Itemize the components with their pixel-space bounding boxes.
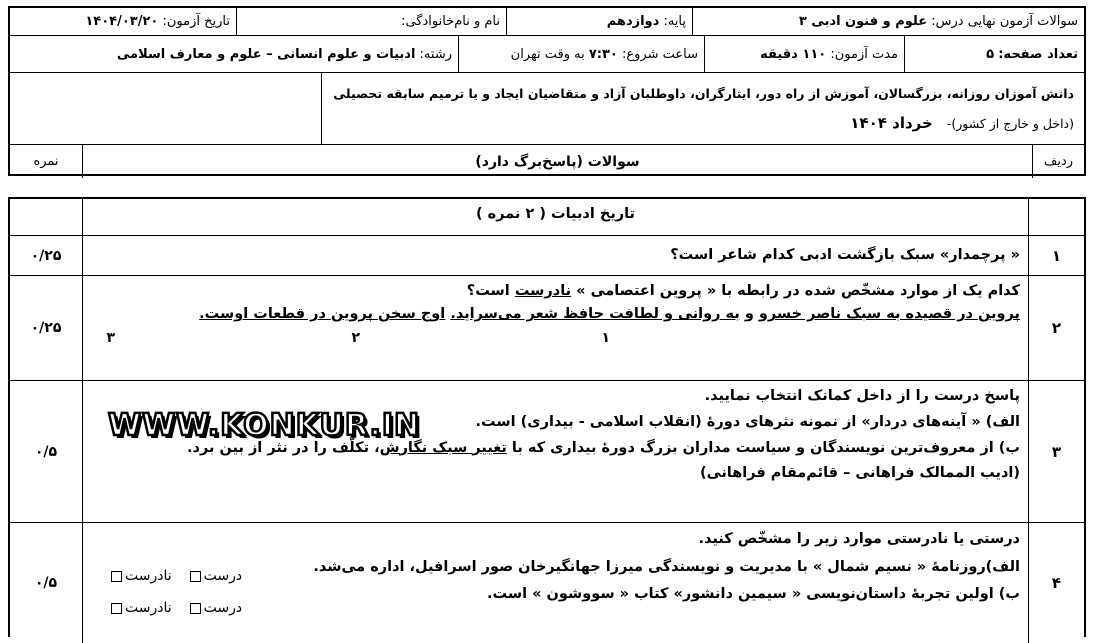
session-text: خرداد ۱۴۰۴ xyxy=(850,113,933,132)
option-2: به روانی و لطافت حافظ شعر می‌سراید. xyxy=(450,306,740,323)
date-cell xyxy=(10,8,236,35)
part-b-text: ب) از معروف‌ترین نویسندگان و سیاست مداران بزرگ دورهٔ بیداری که با xyxy=(506,439,1020,456)
false-checkbox-a[interactable] xyxy=(111,571,122,582)
false-option-b[interactable] xyxy=(111,595,172,622)
question-options xyxy=(91,303,1020,326)
question-row-1 xyxy=(10,236,1084,276)
field-cell xyxy=(10,36,458,72)
grade-value: دوازدهم xyxy=(606,14,660,29)
true-option-b[interactable] xyxy=(190,595,242,622)
question-row-4 xyxy=(10,523,1084,643)
question-part-a: الف)روزنامهٔ « نسیم شمال » با مدیریت و نویسندگی میرزا جهانگیرخان صور اسرافیل، اداره می‌شد. xyxy=(313,558,1020,575)
question-row-2 xyxy=(10,276,1084,381)
name-label: نام و نام‌خانوادگی: xyxy=(401,14,500,29)
section-row xyxy=(10,199,1084,236)
true-checkbox-a[interactable] xyxy=(190,571,201,582)
date-label: تاریخ آزمون: xyxy=(162,14,230,29)
pages-value: ۵ xyxy=(986,46,995,62)
true-option-a[interactable] xyxy=(190,563,242,590)
question-text-emphasis: نادرست xyxy=(514,283,572,299)
field-label: رشته: xyxy=(419,46,452,62)
false-checkbox-b[interactable] xyxy=(111,603,122,614)
session-line xyxy=(850,114,1074,132)
section-num-cell xyxy=(1029,199,1084,235)
pages-cell xyxy=(904,36,1084,72)
header-row-2 xyxy=(10,36,1084,73)
start-label: ساعت شروع: xyxy=(622,46,698,62)
question-body xyxy=(82,276,1029,380)
option-joint: و xyxy=(739,306,759,323)
pages-label: تعداد صفحه: xyxy=(998,46,1078,62)
question-text-part: است؟ xyxy=(466,283,515,299)
true-false-b xyxy=(111,595,242,622)
part-b-choices: (ادیب الممالک فراهانی – قائم‌مقام فراهانی) xyxy=(700,465,1020,482)
col-row-header xyxy=(1032,145,1084,178)
col-questions-label: سوالات (پاسخ‌برگ دارد) xyxy=(475,153,640,170)
watermark-logo: WWW.KONKUR.IN xyxy=(108,408,421,443)
name-cell xyxy=(236,8,506,35)
option-1: پروین در قصیده به سبک ناصر خسرو xyxy=(758,306,1020,323)
question-text-part: کدام یک از موارد مشخّص شده در رابطه با « پروین اعتصامی » xyxy=(571,283,1020,299)
question-number: ۳ xyxy=(1051,442,1062,461)
option-number-2: ۲ xyxy=(351,329,360,346)
exam-title-cell xyxy=(692,8,1084,35)
grade-label: پایه: xyxy=(663,14,686,29)
start-suffix: به وقت تهران xyxy=(510,46,585,62)
question-score: ۰/۲۵ xyxy=(30,247,62,264)
question-text: « پرچمدار» سبک بازگشت ادبی کدام شاعر است؟ xyxy=(670,246,1020,263)
true-false-a xyxy=(111,563,242,590)
logo-blank-cell xyxy=(10,73,322,144)
question-score: ۰/۲۵ xyxy=(30,320,62,336)
duration-label: مدت آزمون: xyxy=(830,46,898,62)
question-number: ۱ xyxy=(1051,246,1062,265)
false-label: نادرست xyxy=(125,568,172,584)
question-number: ۴ xyxy=(1051,574,1062,592)
date-value: ۱۴۰۴/۰۳/۲۰ xyxy=(85,14,159,29)
col-row-label: ردیف xyxy=(1043,154,1074,169)
header-row-3 xyxy=(10,73,1084,145)
question-score: ۰/۵ xyxy=(34,575,58,591)
participants-text: دانش آموزان روزانه، بزرگسالان، آموزش از راه دور، ایثارگران، داوطلبان آزاد و متقاضیان ایجاد و یا ترمیم سابقه تحصیلی xyxy=(333,85,1074,101)
question-instruction: درستی یا نادرستی موارد زیر را مشخّص کنید. xyxy=(698,531,1020,547)
header-row-4 xyxy=(10,145,1084,178)
header-row-1 xyxy=(10,8,1084,36)
part-b-emphasis: تغییر سبک نگارش xyxy=(379,439,507,456)
exam-title-value: علوم و فنون ادبی ۳ xyxy=(798,14,928,29)
option-number-3: ۳ xyxy=(106,329,115,346)
false-option-a[interactable] xyxy=(111,563,172,590)
section-title xyxy=(82,199,1029,235)
question-number: ۲ xyxy=(1051,319,1062,337)
option-number-1: ۱ xyxy=(601,329,610,346)
part-b-text: ، تکلّف را در نثر از بین برد. xyxy=(187,439,380,456)
start-value: ۷:۳۰ xyxy=(588,46,618,62)
true-label: درست xyxy=(203,568,243,584)
question-body xyxy=(82,523,1029,643)
exam-title-label: سوالات آزمون نهایی درس: xyxy=(931,14,1078,29)
field-value: ادبیات و علوم انسانی – علوم و معارف اسلامی xyxy=(116,46,416,62)
location-text: (داخل و خارج از کشور)- xyxy=(946,115,1074,131)
participants-cell xyxy=(322,73,1084,144)
option-numbers xyxy=(91,327,1020,349)
question-row-3 xyxy=(10,381,1084,523)
grade-cell xyxy=(506,8,692,35)
col-score-header xyxy=(10,145,82,178)
question-text xyxy=(91,280,1020,303)
question-body xyxy=(82,381,1029,522)
question-score: ۰/۵ xyxy=(34,443,58,460)
question-part-a: الف) « آینه‌های دردار» از نمونه نثرهای دورهٔ (انقلاب اسلامی - بیداری) است. xyxy=(475,413,1020,430)
start-time-cell xyxy=(458,36,704,72)
section-title-text: تاریخ ادبیات ( ۲ نمره ) xyxy=(475,206,636,222)
duration-cell xyxy=(704,36,904,72)
option-3: اوج سخن پروین در قطعات اوست. xyxy=(199,306,446,323)
true-label: درست xyxy=(203,600,243,616)
exam-header xyxy=(8,6,1086,176)
col-questions-header xyxy=(82,145,1032,178)
question-body xyxy=(82,236,1029,275)
section-score-cell xyxy=(10,199,82,235)
true-checkbox-b[interactable] xyxy=(190,603,201,614)
false-label: نادرست xyxy=(125,600,172,616)
question-part-b: ب) اولین تجربهٔ داستان‌نویسی « سیمین دانشور» کتاب « سووشون » است. xyxy=(486,586,1020,603)
col-score-label: نمره xyxy=(33,154,59,169)
question-instruction: پاسخ درست را از داخل کمانک انتخاب نمایید. xyxy=(704,388,1020,404)
duration-value: ۱۱۰ دقیقه xyxy=(760,46,827,62)
